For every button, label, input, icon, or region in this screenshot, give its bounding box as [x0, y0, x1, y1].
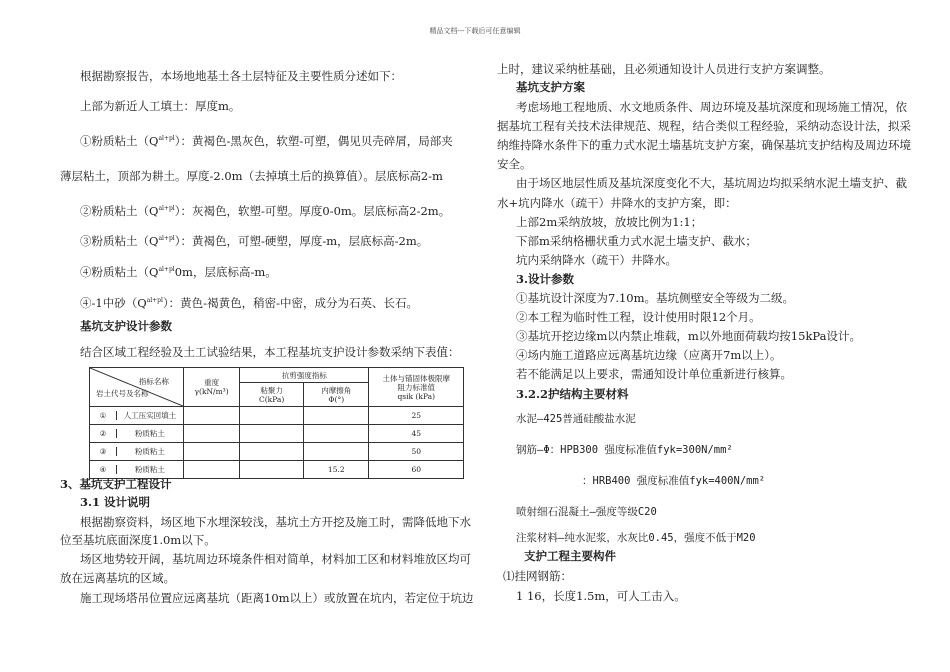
- diagonal-line: [90, 368, 183, 406]
- section-heading: 3.1 设计说明: [80, 495, 151, 509]
- paragraph: ⑴挂网钢筋：: [503, 569, 572, 583]
- paragraph: 安全。: [497, 157, 532, 171]
- paragraph: ③基坑开挖边缘m以内禁止堆载，m以外地面荷载均按15kPa设计。: [516, 329, 861, 343]
- paragraph: 结合区域工程经验及土工试验结果，本工程基坑支护设计参数采纳下表值：: [80, 345, 460, 359]
- paragraph: 薄层粘土，顶部为耕土。厚度-2.0m（去掉填土后的换算值）。层底标高2-m: [60, 169, 443, 183]
- section-heading: 3.设计参数: [516, 272, 575, 286]
- paragraph: 放在远离基坑的区域。: [60, 571, 175, 585]
- soil-layer-4-1: ④-1中砂$(Q^{al+pl})$：黄色-褐黄色，稍密-中密，成分为石英、长石。: [80, 295, 418, 310]
- paragraph: 若不能满足以上要求，需通知设计单位重新进行核算。: [516, 367, 792, 381]
- table-row: ③ 粉质粘土 50: [90, 443, 464, 461]
- paragraph: 考虑场地工程地质、水文地质条件、周边环境及基坑深度和现场施工情况，依: [516, 100, 907, 114]
- soil-layer-3: ③粉质粘土$(Q^{al+pl})$：黄褐色，可塑-硬塑，厚度-m，层底标高-2m。: [80, 233, 429, 248]
- material-line: 水泥—425普通硅酸盐水泥: [516, 413, 636, 425]
- paragraph: 下部m采纳格栅状重力式水泥土墙支护、截水；: [516, 234, 757, 248]
- paragraph: 施工现场塔吊位置应远离基坑（距离10m以上）或放置在坑内，若定位于坑边: [80, 591, 474, 605]
- paragraph: 根据勘察报告，本场地地基土各土层特征及主要性质分述如下：: [80, 69, 402, 83]
- page-header: 精品文档---下载后可任意编辑: [429, 27, 521, 35]
- paragraph: 上部2m采纳放坡，放坡比例为1:1；: [516, 215, 703, 229]
- paragraph: 由于场区地层性质及基坑深度变化不大，基坑周边均拟采纳水泥土墙支护、截: [516, 176, 907, 190]
- paragraph: 纳维持降水条件下的重力式水泥土墙基坑支护方案，确保基坑支护结构及周边环境: [497, 138, 911, 152]
- paragraph: 上部为新近人工填土：厚度m。: [80, 99, 241, 113]
- paragraph: 据基坑工程有关技术法律规范、规程，结合类似工程经验，采纳动态设计法，拟采: [497, 119, 911, 133]
- soil-layer-1: ①粉质粘土$(Q^{al+pl})$：黄褐色-黑灰色，软塑-可塑，偶见贝壳碎屑，局部夹: [80, 133, 453, 148]
- section-heading: 3、基坑支护工程设计: [60, 477, 172, 491]
- paragraph: 1 16，长度1.5m，可人工击入。: [516, 589, 686, 603]
- table-header-name: 指标名称 岩土代号及名称: [90, 368, 184, 407]
- paragraph: ②本工程为临时性工程，设计使用时限12个月。: [516, 310, 761, 324]
- paragraph: 上时，建议采纳桩基础，且必须通知设计人员进行支护方案调整。: [497, 62, 831, 76]
- paragraph: 位至基坑底面深度1.0m以下。: [60, 533, 216, 547]
- soil-layer-2: ②粉质粘土$(Q^{al+pl})$：灰褐色，软塑-可塑。厚度0-0m。层底标高2-2m。: [80, 203, 451, 218]
- parameter-table: [89, 367, 464, 479]
- table-row: ④ 粉质粘土 15.2 60: [90, 461, 464, 479]
- material-line: 注浆材料—纯水泥浆，水灰比0.45，强度不低于M20: [516, 532, 756, 544]
- table-header-q: 土体与锚固体极限摩 阻力标准值 qsik (kPa): [369, 368, 464, 407]
- material-line: 喷射细石混凝土—强度等级C20: [516, 506, 657, 518]
- section-heading: 基坑支护设计参数: [80, 319, 172, 333]
- table-header-phi: 内摩擦角 Φ(°): [304, 383, 369, 407]
- table-header-c: 粘聚力 C(kPa): [240, 383, 304, 407]
- paragraph: ④场内施工道路应远离基坑边缘（应离开7m以上）。: [516, 348, 782, 362]
- section-heading: 支护工程主要构件: [524, 549, 616, 563]
- soil-layer-4: ④粉质粘土（$Q^{al+pl}0m$，层底标高-m。: [80, 264, 277, 279]
- material-line: 钢筋—Φ：HPB300 强度标准值fyk=300N/mm²: [516, 444, 733, 456]
- paragraph: 水+坑内降水（疏干）井降水的支护方案，即：: [497, 196, 737, 210]
- paragraph: 场区地势较开阔，基坑周边环境条件相对简单，材料加工区和材料堆放区均可: [80, 552, 471, 566]
- section-heading: 3.2.2护结构主要材料: [516, 387, 629, 401]
- material-line: ：HRB400 强度标准值fyk=400N/mm²: [582, 475, 766, 487]
- table-row: ① 人工压实回填土 25: [90, 407, 464, 425]
- table-header-shear: 抗剪强度指标: [240, 368, 369, 383]
- table-row: ② 粉质粘土 45: [90, 425, 464, 443]
- paragraph: 根据勘察资料，场区地下水埋深较浅，基坑土方开挖及施工时，需降低地下水: [80, 515, 471, 529]
- paragraph: 坑内采纳降水（疏干）井降水。: [516, 253, 677, 267]
- paragraph: ①基坑设计深度为7.10m。基坑侧壁安全等级为二级。: [516, 291, 795, 305]
- table-header-gamma: 重度 γ(kN/m³): [183, 368, 239, 407]
- section-heading: 基坑支护方案: [516, 80, 585, 94]
